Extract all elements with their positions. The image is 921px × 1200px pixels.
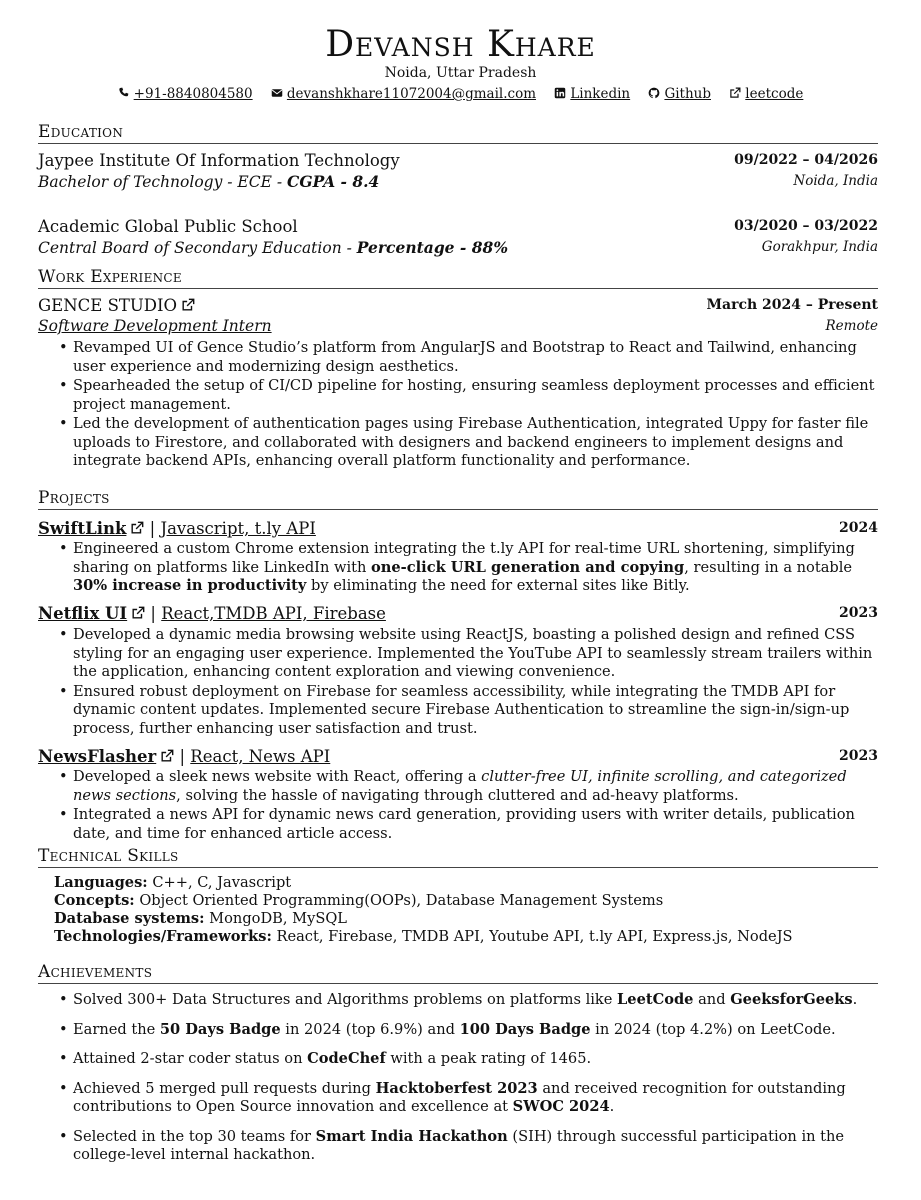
bullet-text: Achieved 5 merged pull requests during: [73, 1079, 376, 1097]
work-entry-header: [38, 295, 878, 316]
bullet-text: Attained 2-star coder status on: [73, 1050, 308, 1067]
list-item: • Developed a dynamic media browsing website using ReactJS, boasting a polished design and refined CSS styling for an engaging user experience. Implemented the YouTube API to seamlessly stream trailers within the application, enhancing content exploration and viewing convenience.: [56, 626, 878, 682]
bullet-emphasis: 50 Days Badge: [159, 1020, 281, 1038]
degree-line: [38, 237, 508, 259]
list-item: [56, 540, 878, 596]
list-item: • Led the development of authentication pages using Firebase Authentication, integrated Uppy for faster file uploads to Firestore, and collaborated with designers and backend engineers to implement designs and integrate backend APIs, enhancing overall platform functionality and performance.: [56, 415, 878, 471]
project-year: 2024: [839, 520, 878, 536]
education-dates: 03/2020 – 03/2022: [734, 218, 878, 234]
projects-heading: Projects: [38, 488, 878, 510]
project-year: 2023: [839, 748, 878, 764]
school-name: Academic Global Public School: [38, 217, 298, 236]
email-icon: [271, 87, 283, 99]
list-item: • Revamped UI of Gence Studio’s platform from AngularJS and Bootstrap to React and Tailwind, enhancing user experience and modernizing design aesthetics.: [56, 339, 878, 376]
achievements-heading: Achievements: [38, 962, 878, 984]
education-entry-2: [38, 216, 878, 237]
external-link-icon[interactable]: [130, 521, 144, 535]
github-icon: [648, 87, 660, 99]
bullet-text: Engineered a custom Chrome extension integrating the t.ly API for real-time URL shortening, simplifying sharing on platforms like LinkedIn with: [73, 540, 855, 576]
project-tech: React, News API: [190, 747, 331, 766]
company-line: [38, 295, 195, 316]
degree-text: Bachelor of Technology - ECE -: [38, 173, 288, 191]
education-heading: Education: [38, 122, 878, 144]
linkedin-contact[interactable]: [554, 85, 630, 103]
project-newsflasher-bullets: [56, 768, 878, 844]
bullet-text: Earned the: [73, 1020, 160, 1038]
phone-contact[interactable]: [118, 85, 253, 103]
education-dates: 09/2022 – 04/2026: [734, 152, 878, 168]
bullet-text: Selected in the top 30 teams for: [73, 1127, 316, 1145]
company-name: GENCE STUDIO: [38, 296, 178, 315]
project-netflix-header: [38, 603, 878, 624]
bullet-text: by eliminating the need for external sites like Bitly.: [306, 577, 690, 594]
project-title-line: NewsFlasher | React, News API: [38, 747, 331, 766]
skill-value: Object Oriented Programming(OOPs), Database Management Systems: [134, 892, 664, 909]
education-place: Noida, India: [793, 173, 878, 189]
job-role: Software Development Intern: [38, 317, 272, 335]
project-year: 2023: [839, 605, 878, 621]
education-entry-1-detail: [38, 171, 878, 192]
bullet-text: in 2024 (top 4.2%) on LeetCode.: [590, 1020, 836, 1038]
external-link-icon[interactable]: [131, 606, 145, 620]
project-swiftlink-header: [38, 518, 878, 539]
bullet-emphasis: Smart India Hackathon: [315, 1127, 508, 1145]
project-swiftlink-bullets: [56, 540, 878, 597]
bullet-text: in 2024 (top 6.9%) and: [280, 1020, 460, 1038]
list-item: • Spearheaded the setup of CI/CD pipeline for hosting, ensuring seamless deployment processes and efficient project management.: [56, 377, 878, 414]
list-item: [56, 768, 878, 805]
bullet-text: .: [609, 1098, 615, 1115]
education-place: Gorakhpur, India: [761, 239, 878, 255]
bullet-italic: clutter-free UI, infinite scrolling, and categorized news sections: [73, 768, 847, 804]
list-item: [56, 1128, 878, 1165]
external-link-icon[interactable]: [160, 749, 174, 763]
github-link[interactable]: Github: [664, 86, 711, 102]
bullet-emphasis: LeetCode: [617, 991, 694, 1008]
project-title-line: Netflix UI | React,TMDB API, Firebase: [38, 604, 386, 623]
email-link[interactable]: devanshkhare11072004@gmail.com: [286, 86, 537, 102]
bullet-text: with a peak rating of 1465.: [385, 1050, 592, 1067]
project-name[interactable]: Netflix UI: [38, 604, 128, 623]
education-entry-1: [38, 150, 878, 171]
degree-text: Central Board of Secondary Education -: [38, 239, 357, 257]
bullet-text: and received recognition for outstanding contributions to Open Source innovation and excellence at: [73, 1079, 846, 1115]
email-contact[interactable]: [271, 85, 536, 103]
leetcode-contact[interactable]: [729, 85, 803, 103]
list-item: [56, 1080, 878, 1117]
degree-score: CGPA - 8.4: [287, 172, 380, 191]
linkedin-icon: [554, 87, 566, 99]
linkedin-link[interactable]: Linkedin: [570, 86, 631, 102]
skills-list: [54, 874, 878, 946]
list-item: [56, 1021, 878, 1040]
project-title-line: SwiftLink | Javascript, t.ly API: [38, 519, 316, 538]
bullet-emphasis: GeeksforGeeks: [730, 991, 853, 1008]
bullet-text: , resulting in a notable: [684, 558, 853, 576]
work-bullets: [56, 339, 878, 472]
degree-line: [38, 171, 379, 193]
skill-row-databases: [54, 910, 878, 928]
bullet-text: , solving the hassle of navigating through cluttered and ad-heavy platforms.: [176, 786, 739, 804]
leetcode-link[interactable]: leetcode: [745, 86, 804, 102]
candidate-location: Noida, Uttar Pradesh: [384, 65, 537, 81]
work-dates: March 2024 – Present: [706, 297, 878, 313]
bullet-emphasis: SWOC 2024: [512, 1098, 610, 1115]
project-name[interactable]: NewsFlasher: [38, 747, 157, 766]
skill-label: Languages:: [54, 874, 148, 891]
list-item: • Ensured robust deployment on Firebase for seamless accessibility, while integrating the TMDB API for dynamic content updates. Implemented secure Firebase Authentication to streamline the sign-in/sign-up process, further enhancing user satisfaction and trust.: [56, 683, 878, 739]
skills-heading: Technical Skills: [38, 846, 878, 868]
list-item: [56, 991, 878, 1010]
skill-value: MongoDB, MySQL: [204, 910, 347, 927]
project-tech: Javascript, t.ly API: [160, 519, 316, 538]
candidate-name: Devansh Khare: [325, 24, 596, 65]
skill-row-concepts: [54, 892, 878, 910]
bullet-text: Solved 300+ Data Structures and Algorithms problems on platforms like: [73, 991, 618, 1008]
school-name: Jaypee Institute Of Information Technology: [38, 151, 400, 170]
bullet-text: and: [693, 991, 731, 1008]
work-place: Remote: [825, 318, 878, 334]
external-link-icon: [729, 87, 741, 99]
skill-label: Database systems:: [54, 910, 205, 927]
skill-label: Concepts:: [54, 892, 135, 909]
phone-link[interactable]: +91-8840804580: [133, 86, 253, 102]
skill-row-frameworks: [54, 928, 878, 946]
work-entry-role: [38, 316, 878, 337]
phone-icon: [118, 87, 130, 99]
bullet-emphasis: 100 Days Badge: [459, 1020, 591, 1038]
project-name[interactable]: SwiftLink: [38, 519, 127, 538]
education-entry-2-detail: [38, 237, 878, 258]
skill-value: C++, C, Javascript: [147, 874, 292, 891]
github-contact[interactable]: [648, 85, 711, 103]
contact-bar: [0, 85, 921, 103]
skill-row-languages: [54, 874, 878, 892]
bullet-emphasis: CodeChef: [307, 1050, 386, 1067]
bullet-text: Developed a sleek news website with React, offering a: [73, 768, 482, 785]
bullet-text: .: [852, 991, 858, 1008]
skill-label: Technologies/Frameworks:: [54, 928, 272, 945]
project-newsflasher-header: [38, 746, 878, 767]
achievements-list: [56, 991, 878, 1176]
external-link-icon[interactable]: [181, 298, 195, 312]
project-tech: React,TMDB API, Firebase: [161, 604, 386, 623]
bullet-text: (SIH) through successful participation in the college-level internal hackathon.: [73, 1127, 845, 1163]
bullet-emphasis: Hacktoberfest 2023: [375, 1079, 538, 1097]
bullet-emphasis: one-click URL generation and copying: [371, 558, 685, 576]
list-item: [56, 1050, 878, 1069]
bullet-emphasis: 30% increase in productivity: [73, 577, 307, 594]
list-item: • Integrated a news API for dynamic news card generation, providing users with writer details, publication date, and time for enhanced article access.: [56, 806, 878, 843]
work-heading: Work Experience: [38, 267, 878, 289]
degree-score: Percentage - 88%: [356, 238, 509, 257]
skill-value: React, Firebase, TMDB API, Youtube API, t.ly API, Express.js, NodeJS: [271, 928, 793, 945]
project-netflix-bullets: [56, 626, 878, 739]
